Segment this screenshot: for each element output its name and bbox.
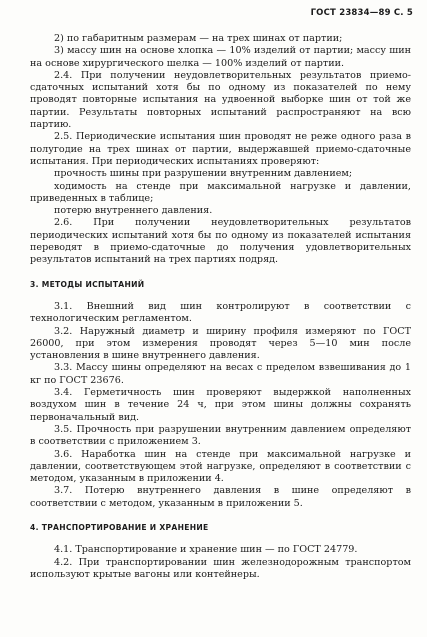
list-item-2: 2) по габаритным размерам — на трех шинах от партии; bbox=[54, 33, 343, 44]
running-head: ГОСТ 23834—89 С. 5 bbox=[310, 8, 413, 18]
clause-3-7: 3.7. Потерю внутреннего давления в шине определяют в соответствии с методом, указанным в приложении 5. bbox=[30, 485, 411, 509]
clause-3-2: 3.2. Наружный диаметр и ширину профиля измеряют по ГОСТ 26000, при этом измерения проводят через 5—10 мин после установления в шине внутреннего давления. bbox=[30, 325, 411, 362]
check-item-endurance: ходимость на стенде при максимальной нагрузке и давлении, приведенных в таблице; bbox=[30, 180, 411, 204]
document-body bbox=[30, 33, 411, 581]
clause-2-6: 2.6. При получении неудовлетворительных результатов периодических испытаний хотя бы по одному из показателей испытания переводят в приемо-сдаточные до получения удовлетворительных результатов испытаний на трех партиях подряд. bbox=[30, 217, 411, 266]
clause-2-5: 2.5. Периодические испытания шин проводят не реже одного раза в полугодие на трех шинах от партии, выдержавшей приемо-сдаточные испытания. При периодических испытаниях проверяют: bbox=[30, 131, 411, 167]
clause-3-5: 3.5. Прочность при разрушении внутренним давлением определяют в соответствии с приложением 3. bbox=[30, 423, 411, 448]
clause-3-6: 3.6. Наработка шин на стенде при максимальной нагрузке и давлении, соответствующем этой нагрузке, определяют в соответствии с методом, указанным в приложении 4. bbox=[30, 448, 411, 485]
clause-2-4: 2.4. При получении неудовлетворительных результатов приемо-сдаточных испытаний хотя бы по одному из показателей по нему проводят повторные испытания на удвоенной выборке шин от той же партии. Результаты повторных испытаний распространяют на всю партию. bbox=[30, 69, 411, 131]
list-item-3: 3) массу шин на основе хлопка — 10% изделий от партии; массу шин на основе хирургического шелка — 100% изделий от партии. bbox=[30, 45, 411, 69]
check-item-pressure-loss: потерю внутреннего давления. bbox=[54, 205, 213, 217]
clause-3-3: 3.3. Массу шины определяют на весах с пределом взвешивания до 1 кг по ГОСТ 23676. bbox=[30, 362, 411, 386]
section-4-title: 4. ТРАНСПОРТИРОВАНИЕ И ХРАНЕНИЕ bbox=[30, 522, 209, 532]
check-item-strength: прочность шины при разрушении внутренним давлением; bbox=[54, 168, 353, 180]
clause-3-4: 3.4. Герметичность шин проверяют выдержкой наполненных воздухом шин в течение 24 ч, при этом шины должны сохранять первоначальный вид. bbox=[30, 387, 411, 423]
section-3-title: 3. МЕТОДЫ ИСПЫТАНИЙ bbox=[30, 279, 145, 289]
clause-4-2: 4.2. При транспортировании шин железнодорожным транспортом используют крытые вагоны или контейнеры. bbox=[30, 556, 411, 580]
clause-3-1: 3.1. Внешний вид шин контролируют в соответствии с технологическим регламентом. bbox=[30, 300, 411, 325]
clause-4-1: 4.1. Транспортирование и хранение шин — по ГОСТ 24779. bbox=[54, 544, 358, 556]
